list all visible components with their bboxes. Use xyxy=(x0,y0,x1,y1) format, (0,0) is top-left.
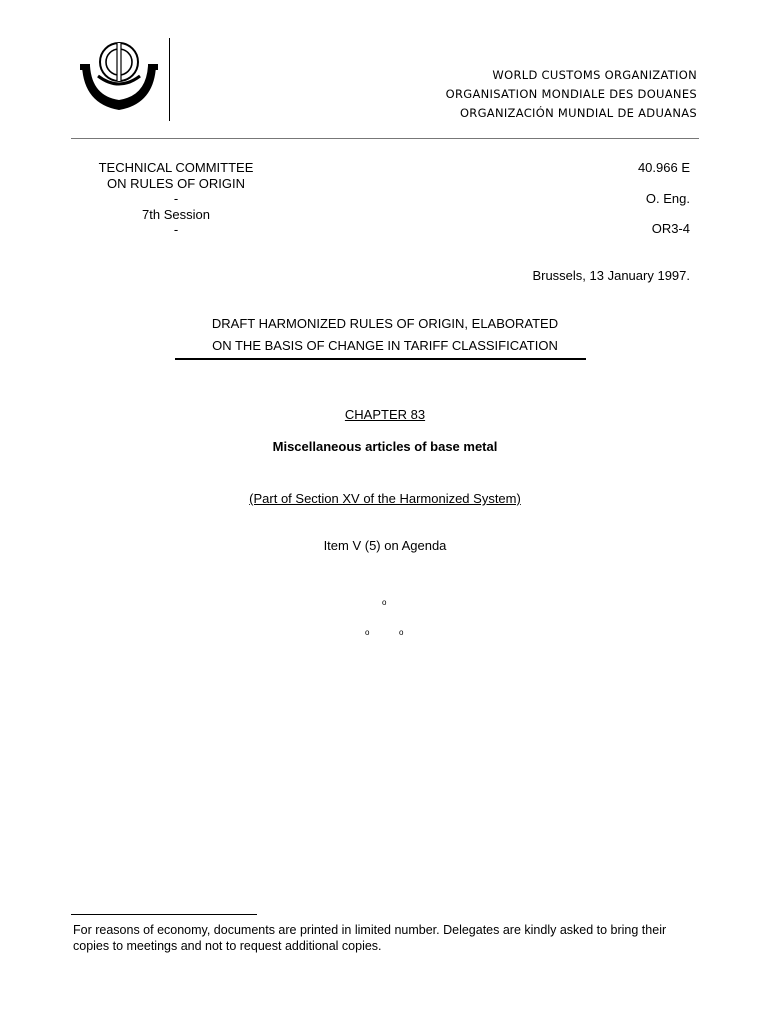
committee-dash-2: - xyxy=(173,222,179,237)
title-line-2: ON THE BASIS OF CHANGE IN TARIFF CLASSIFICATION xyxy=(212,338,558,353)
chapter-subject: Miscellaneous articles of base metal xyxy=(272,439,498,454)
ornament-circle-top: o xyxy=(382,598,387,607)
footnote-rule xyxy=(71,914,257,915)
ornament-circle-left: o xyxy=(365,628,370,637)
committee-line-2: ON RULES OF ORIGIN xyxy=(107,175,245,191)
agenda-item: Item V (5) on Agenda xyxy=(323,538,447,553)
org-name-en: WORLD CUSTOMS ORGANIZATION xyxy=(492,68,697,82)
committee-block xyxy=(71,160,281,238)
org-name-es: ORGANIZACIÓN MUNDIAL DE ADUANAS xyxy=(459,106,697,120)
doc-number: 40.966 E xyxy=(637,160,690,175)
doc-language: O. Eng. xyxy=(645,191,690,206)
section-reference: (Part of Section XV of the Harmonized System) xyxy=(249,491,521,506)
header-divider xyxy=(169,38,170,121)
title-underline xyxy=(175,358,586,362)
doc-reference: OR3-4 xyxy=(651,221,690,236)
chapter-heading: CHAPTER 83 xyxy=(344,407,426,422)
committee-line-1: TECHNICAL COMMITTEE xyxy=(98,160,254,175)
header-rule xyxy=(71,138,699,139)
committee-dash-1: - xyxy=(173,191,179,206)
wco-logo-icon xyxy=(76,40,162,116)
org-name-fr: ORGANISATION MONDIALE DES DOUANES xyxy=(445,87,697,101)
doc-date: Brussels, 13 January 1997. xyxy=(532,268,690,283)
session-line: 7th Session xyxy=(142,206,210,222)
ornament-circle-right: o xyxy=(399,628,404,637)
footnote-text: For reasons of economy, documents are printed in limited number. Delegates are kindly asked to bring their copies to meetings and not to request additional copies. xyxy=(73,923,667,953)
title-line-1: DRAFT HARMONIZED RULES OF ORIGIN, ELABORATED xyxy=(211,316,559,331)
